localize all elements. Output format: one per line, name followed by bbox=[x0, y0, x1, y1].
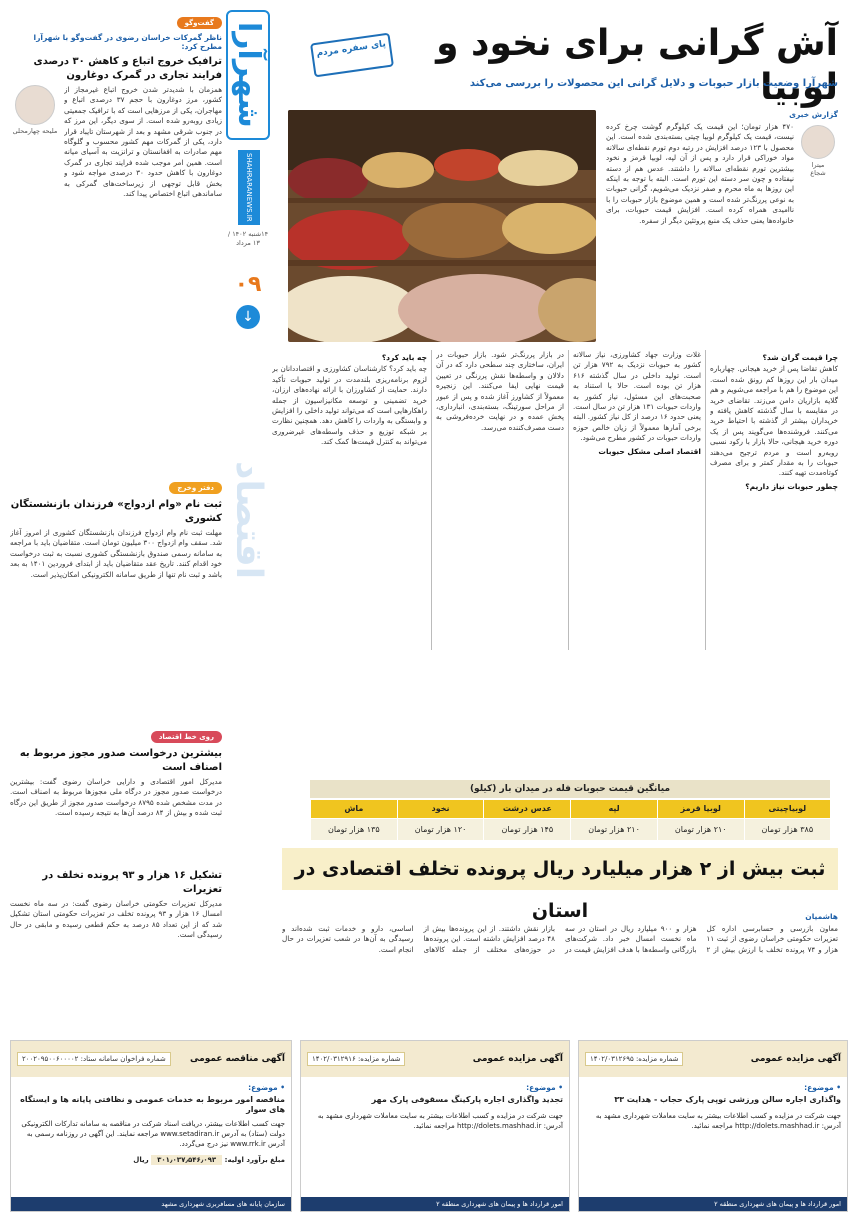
table-header: ماش bbox=[311, 800, 398, 818]
article-text: کاهش تقاضا پس از خرید هیجانی. چهارباره میدان بار این روزها کم رونق شده است. این موضوع را هم با مراجعه می‌شویم و هم گلایه بازاریان دامن می‌زند. تقاضای خرید در مقایسه با سال گذشته کاهش یافته و خریداران بیشتر از گذشته با احتیاط خرید می‌کنند. فروشنده‌ها می‌گویند پس از یک دوره خرید هیجانی، حالا بازار با رکود نسبی روبه‌رو است و مردم ترجیح می‌دهند حبوبات را به مقدار کمتر و برای مصرف کوتاه‌مدت تهیه کنند. bbox=[710, 364, 838, 478]
section-tag: دفتر وخرج bbox=[169, 482, 222, 494]
article-text: در بازار پررنگ‌تر شود. بازار حبوبات در ایران، ساختاری چند سطحی دارد که در آن دلالان و واسطه‌ها نقش پررنگی در تعیین قیمت نهایی ایفا می‌کنند. این زنجیره معمولاً از کشاورز آغاز شده و پس از عبور از مراحل سورتینگ، بسته‌بندی، انبارداری، پخش عمده و در نهایت خرده‌فروشی به دست مصرف‌کننده می‌رسد. bbox=[436, 350, 564, 432]
table-cell: ۲۱۰ هزار تومان bbox=[657, 818, 744, 840]
ad-amount: مبلغ برآورد اولیه: ۳۰۱٫۰۳۷٫۵۴۶٫۰۹۳ ریال bbox=[133, 1156, 285, 1164]
ad-title: آگهی مزایده عمومی bbox=[472, 1054, 563, 1064]
ad-body bbox=[11, 1077, 291, 1171]
main-subhead: شهرآرا وضعیت بازار حبوبات و دلایل گرانی این محصولات را بررسی می‌کند bbox=[469, 78, 838, 89]
reporter-box bbox=[798, 125, 838, 177]
article-col-2 bbox=[573, 350, 701, 655]
ad-header bbox=[11, 1041, 291, 1077]
ad-header bbox=[579, 1041, 847, 1077]
subtitle: اقتصاد اصلی مشکل حبوبات bbox=[598, 446, 701, 456]
article-col-4 bbox=[272, 350, 427, 655]
column-divider bbox=[431, 350, 432, 650]
ad-note: جهت شرکت در مزایده و کسب اطلاعات بیشتر به سایت معاملات شهرداری مشهد به آدرس: http://dolets.mashhad.ir مراجعه نمائید. bbox=[595, 1112, 841, 1130]
ad-subject: واگذاری اجاره سالن ورزشی توپی پارک حجاب - هدایت ۳۳ bbox=[614, 1095, 841, 1104]
ad-body bbox=[579, 1077, 847, 1137]
ad-box[interactable] bbox=[10, 1040, 292, 1212]
avatar bbox=[15, 85, 55, 125]
column-divider bbox=[705, 350, 706, 650]
table-row bbox=[311, 818, 831, 840]
table-cell: ۱۲۰ هزار تومان bbox=[397, 818, 484, 840]
legumes-photo bbox=[288, 110, 596, 342]
column-divider bbox=[568, 350, 569, 650]
ad-subject-label: • موضوع: bbox=[804, 1083, 841, 1092]
section-title: اقتصاد bbox=[228, 460, 269, 580]
main-headline: آش گرانی برای نخود و لوبیا bbox=[436, 23, 838, 108]
ad-box[interactable] bbox=[300, 1040, 570, 1212]
story-headline: ترافیک خروج اتباع و کاهش ۳۰ درصدی فرایند تجاری در گمرک دوغارون bbox=[33, 56, 222, 81]
story-body: همزمان با شدیدتر شدن خروج اتباع غیرمجاز از کشور، مرز دوغارون با حجم ۳۷ درصدی اتباع و مهاجران، یکی از مرزهایی است که با ترافیک جمعیتی زیادی روبه‌رو شده است. از سوی دیگر، این مرز که در جنوب شرقی مشهد و بعد از شهرستان تایباد قرار دارد، یکی از گمرکات مهم کشور محسوب و گلوگاه مهم صادرات به افغانستان و ترانزیت به آسیای میانه است. همین امر موجب شده فرایند تجاری در گمرک دوغارون با کاهش حدود ۳۰ درصدی مواجه شود و بخش قابل توجهی از زیرساخت‌های گمرکی به ساماندهی اتباع اختصاص پیدا کند. bbox=[64, 85, 222, 199]
ad-subject-label: • موضوع: bbox=[248, 1083, 285, 1092]
price-table-title: میانگین قیمت حبوبات فله در میدان بار (کیلو) bbox=[310, 780, 830, 798]
table-header: لوبیاچیتی bbox=[744, 800, 830, 818]
story2-body: معاون بازرسی و حسابرسی اداره کل تعزیرات حکومتی خراسان رضوی از ثبت ۱۱ هزار و ۷۴ پرونده تخلف با ارزش بیش از ۲ هزار و ۹۰۰ میلیارد ریال در استان در سه ماه نخست امسال خبر داد. شرکت‌های بازرگانی واسطه‌ها با هدف افزایش قیمت در بازار نقش داشتند. از این پرونده‌ها بیش از ۴۸ درصد افزایش داشته است. این پرونده‌ها در حوزه‌های مختلف از جمله کالاهای اساسی، دارو و خدمات ثبت شده‌اند و رسیدگی به آن‌ها در شعب تعزیرات در حال انجام است. bbox=[282, 924, 838, 954]
reporter-name: میترا bbox=[811, 161, 825, 169]
story-kicker: ناظر گمرکات خراسان رضوی در گفت‌وگو با شهرآرا مطرح کرد: bbox=[33, 33, 222, 51]
reporter-name: ملیحه چهارمحلی bbox=[12, 127, 58, 135]
story-headline: بیشترین درخواست صدور مجوز مربوط به اصناف است bbox=[19, 748, 222, 773]
section-tag: گفت‌وگو bbox=[177, 17, 222, 29]
subtitle: چطور حبوبات نیاز داریم؟ bbox=[745, 481, 838, 491]
avatar bbox=[801, 125, 835, 159]
ad-footer: سازمان پایانه های مسافربری شهرداری مشهد bbox=[11, 1197, 291, 1211]
newspaper-logo[interactable]: شهرآرا bbox=[226, 10, 270, 140]
story-headline: ثبت نام «وام ازدواج» فرزندان بازنشستگان کشوری bbox=[10, 499, 222, 524]
ad-number: شماره مزایده: ۱۴۰۲/۰۳۱۲۶۹۵ bbox=[585, 1052, 683, 1066]
ad-note: جهت شرکت در مزایده و کسب اطلاعات بیشتر به سایت معاملات شهرداری مشهد به آدرس: http://dolets.mashhad.ir مراجعه نمائید. bbox=[317, 1112, 563, 1130]
arrow-down-icon[interactable]: ↓ bbox=[236, 305, 260, 329]
page-number: ۰۹ bbox=[234, 272, 262, 297]
ad-box[interactable] bbox=[578, 1040, 848, 1212]
ad-number: شماره فراخوان سامانه ستاد: ۲۰۰۲۰۹۵۰۰۶۰۰۰۰۲ bbox=[17, 1052, 171, 1066]
table-cell: ۱۳۵ هزار تومان bbox=[311, 818, 398, 840]
story-headline: تشکیل ۱۶ هزار و ۹۳ پرونده تخلف در تعزیرات bbox=[42, 870, 222, 895]
ad-header bbox=[301, 1041, 569, 1077]
lead-paragraph: ۴۷۰ هزار تومان؛ این قیمت یک کیلوگرم گوشت چرخ کرده نیست، قیمت یک کیلوگرم لوبیا چیتی بسته‌بندی شده است. این محصول با ۱۲۳ درصد افزایش در رتبه دوم تورم نقطه‌ای سالانه مواد خوراکی قرار دارد و پس از آن لپه، لوبیا قرمز و نخود بیشترین تورم نقطه‌ای سالانه را داشتند. عدس هم از دسته نیفتاده و چون سر دسته این تورم است. البته با توجه به اینکه این روزها به ماه محرم و صفر نزدیک می‌شویم، گرانی حبوبات به نوعی پررنگ‌تر شده است و همین موضوع بازار حبوبات را با ناامیدی همراه کرده است. افزایش قیمت حبوبات، برای خانواده‌ها یعنی حذف یک منبع پروتئین دیگر از سفره. bbox=[606, 122, 794, 225]
ad-footer: امور قرارداد ها و پیمان های شهرداری منطقه ۲ bbox=[579, 1197, 847, 1211]
story-body: مدیرکل امور اقتصادی و دارایی خراسان رضوی گفت: بیشترین درخواست صدور مجوز در درگاه ملی مجوزها مربوط به اصناف است. در مدت مشخص شده ۸۷۹۵ درخواست صدور مجوز از طریق این درگاه ثبت شده و بیش از ۸۴ درصد آن‌ها به نتیجه رسیده است. bbox=[10, 777, 222, 818]
table-cell: ۲۱۰ هزار تومان bbox=[571, 818, 658, 840]
article-col-3 bbox=[436, 350, 564, 655]
ad-number: شماره مزایده: ۱۴۰۲/۰۳۱۲۹۱۶ bbox=[307, 1052, 405, 1066]
article-text: چه باید کرد؟ کارشناسان کشاورزی و اقتصاددانان بر لزوم برنامه‌ریزی بلندمدت در تولید حبوبات تأکید دارند. حمایت از کشاورزان با ارائه نهاده‌های ارزان، خرید تضمینی و توسعه مکانیزاسیون از جمله راهکارهایی است که می‌تواند تولید داخلی را افزایش و وابستگی به واردات را کاهش دهد. همچنین نظارت بر شبکه توزیع و حذف واسطه‌های غیرضروری می‌تواند به کنترل قیمت‌ها کمک کند. bbox=[272, 364, 427, 447]
story-body: مهلت ثبت نام وام ازدواج فرزندان بازنشستگان کشوری از امروز آغاز شد. سقف وام ازدواج ۳۰۰ میلیون تومان است. متقاضیان باید با مراجعه به سامانه رسمی صندوق بازنشستگی کشوری نسبت به ثبت درخواست خود اقدام کنند. تاریخ عقد متقاضیان باید از ابتدای فروردین ۱۴۰۱ به بعد باشد و ثبت نام تنها از طریق سامانه الکترونیکی امکان‌پذیر است. bbox=[10, 528, 222, 579]
article-col-1 bbox=[710, 350, 838, 655]
price-table bbox=[310, 800, 830, 840]
reporter-surname: شجاع bbox=[810, 169, 826, 177]
website-label[interactable]: SHAHRARANEWS.IR bbox=[238, 150, 260, 225]
table-cell: ۱۴۵ هزار تومان bbox=[484, 818, 571, 840]
ad-title: آگهی مناقصه عمومی bbox=[190, 1054, 285, 1064]
story-body: مدیرکل تعزیرات حکومتی خراسان رضوی گفت: در سه ماه نخست امسال ۱۶ هزار و ۹۳ پرونده تخلف در تعزیرات حکومتی استان تشکیل شد که از این تعداد ۸۵ درصد به حکم قطعی رسیده و مابقی در حال رسیدگی است. bbox=[10, 899, 222, 940]
ad-subject-label: • موضوع: bbox=[526, 1083, 563, 1092]
issue-info: ۱۴شنبه ۱۴۰۲ / ۱۳ مرداد bbox=[227, 230, 269, 247]
report-kicker: گزارش خبری bbox=[789, 110, 838, 119]
masthead bbox=[226, 10, 270, 715]
ad-note: جهت کسب اطلاعات بیشتر، دریافت اسناد شرکت در مناقصه به سامانه تدارکات الکترونیکی دولت (ستاد) به آدرس www.setadiran.ir مراجعه نمایند. این آگهی در روزنامه رسمی به آدرس www.rrk.ir نیز درج می‌گردد. bbox=[21, 1120, 285, 1148]
section-tag: روی خط اقتصاد bbox=[151, 731, 222, 743]
table-header: لوبیا قرمز bbox=[657, 800, 744, 818]
table-header: عدس درشت bbox=[484, 800, 571, 818]
subtitle: چرا قیمت گران شد؟ bbox=[762, 353, 838, 362]
table-header: لپه bbox=[571, 800, 658, 818]
table-header: نخود bbox=[397, 800, 484, 818]
ad-subject: تجدید واگذاری اجاره پارکینگ مسقوفی پارک مهر bbox=[371, 1095, 563, 1104]
story2-kicker: هاشمیان bbox=[805, 912, 838, 921]
table-header-row bbox=[311, 800, 831, 818]
table-cell: ۳۸۵ هزار تومان bbox=[744, 818, 830, 840]
ad-body bbox=[301, 1077, 569, 1137]
subtitle: چه باید کرد؟ bbox=[381, 353, 427, 362]
reporter-box bbox=[12, 85, 58, 265]
left-column bbox=[10, 10, 222, 1020]
story2-headline: ثبت بیش از ۲ هزار میلیارد ریال پرونده تخلف اقتصادی در استان bbox=[294, 858, 826, 922]
ad-footer: امور قرارداد ها و پیمان های شهرداری منطقه ۲ bbox=[301, 1197, 569, 1211]
article-text: غلات وزارت جهاد کشاورزی، نیاز سالانه کشور به حبوبات نزدیک به ۷۹۲ هزار تن است. تولید داخلی در سال گذشته ۶۱۶ هزار تن بوده است. حالا با استناد به صحبت‌های این مسئول، نیاز کشور به واردات حبوبات ۱۳۱ هزار تن در سال است. یعنی حدود ۱۶ درصد از کل نیاز کشور. البته برخی آمارها معمولاً از زیان خالص حوزه واردات حبوبات در کشور مطرح می‌شود. bbox=[573, 350, 701, 443]
ad-title: آگهی مزایده عمومی bbox=[750, 1054, 841, 1064]
stamp-badge: پای سفره مردم bbox=[310, 33, 394, 78]
ad-subject: مناقصه امور مربوط به خدمات عمومی و نظافتی پایانه ها و ایستگاه های سوار bbox=[20, 1095, 285, 1114]
